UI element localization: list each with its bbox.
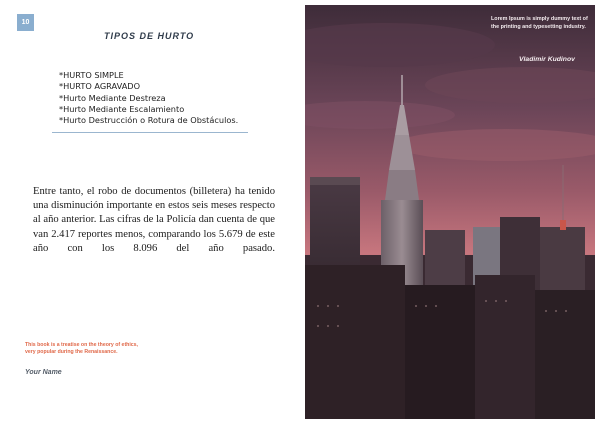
body-paragraph: Entre tanto, el robo de documentos (billetera) ha tenido una disminución importante en estos seis meses respecto al año anterior. Las cifras de la Policía dan cuenta de que van 2.417 reportes menos, comparando los 5.679 de este año con los 8.096 del año pasado. — [33, 186, 275, 254]
city-skyline-photo — [305, 5, 595, 419]
page-number-badge: 10 — [17, 14, 34, 31]
section-title: TIPOS DE HURTO — [104, 31, 195, 41]
author-name: Your Name — [25, 369, 62, 376]
list-item: *Hurto Mediante Escalamiento — [59, 103, 185, 114]
list-item: *Hurto Mediante Destreza — [59, 92, 166, 103]
list-item: *HURTO AGRAVADO — [59, 81, 141, 92]
skyline-illustration — [305, 5, 595, 419]
book-tagline: This book is a treatise on the theory of ethics, very popular during the Renaissance. — [25, 342, 138, 355]
divider-rule — [52, 132, 248, 133]
list-item: *HURTO SIMPLE — [59, 70, 124, 80]
hurto-type-list — [59, 70, 249, 126]
list-item: *Hurto Destrucción o Rotura de Obstáculos. — [59, 115, 239, 126]
photo-caption: Lorem Ipsum is simply dummy text of the printing and typesetting industry. — [491, 16, 588, 30]
photo-credit: Vladimir Kudinov — [519, 56, 575, 63]
